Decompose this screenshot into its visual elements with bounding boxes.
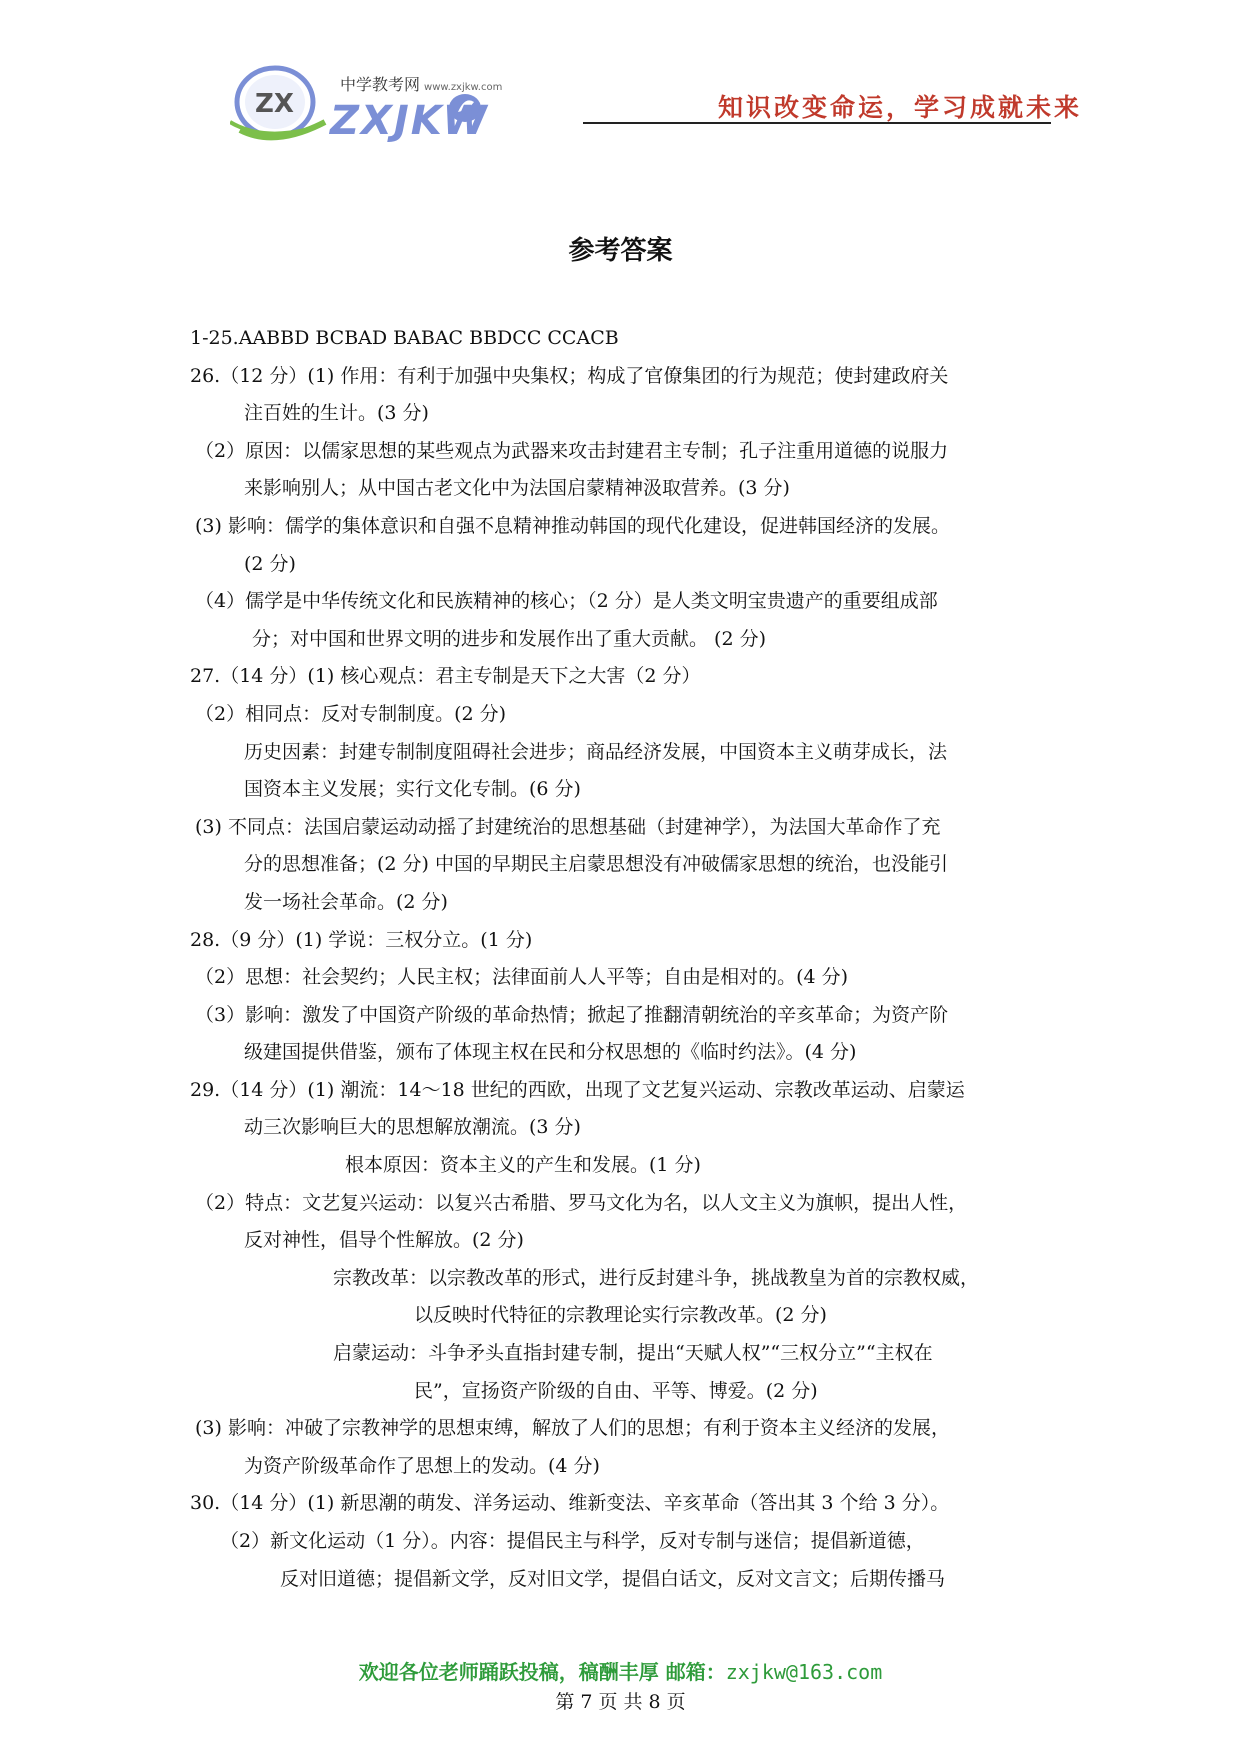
answer-line: (3) 影响：冲破了宗教神学的思想束缚，解放了人们的思想；有利于资本主义经济的发展， <box>195 1417 950 1440</box>
answer-line: 历史因素：封建专制制度阻碍社会进步；商品经济发展，中国资本主义萌芽成长，法 <box>244 740 948 763</box>
answer-line: 1-25.AABBD BCBAD BABAC BBDCC CCACB <box>190 327 619 349</box>
answer-line: （4）儒学是中华传统文化和民族精神的核心；（2 分）是人类文明宝贵遗产的重要组成部 <box>195 590 938 613</box>
site-url[interactable]: www.zxjkw.com <box>424 82 503 93</box>
answer-line: 注百姓的生计。(3 分) <box>244 402 429 425</box>
answer-line: （2）思想：社会契约；人民主权；法律面前人人平等；自由是相对的。(4 分) <box>195 966 849 989</box>
answer-line: 启蒙运动：斗争矛头直指封建专制，提出“天赋人权”“三权分立”“主权在 <box>333 1342 933 1365</box>
answer-line: （2）特点：文艺复兴运动：以复兴古希腊、罗马文化为名，以人文主义为旗帜，提出人性， <box>195 1191 968 1214</box>
answer-line: 以反映时代特征的宗教理论实行宗教改革。(2 分) <box>414 1304 827 1327</box>
answer-line: 分；对中国和世界文明的进步和发展作出了重大贡献。 (2 分) <box>252 627 766 650</box>
answer-line: 国资本主义发展；实行文化专制。(6 分) <box>244 778 581 801</box>
footer-email[interactable]: zxjkw@163.com <box>725 1660 883 1684</box>
svg-text:ZX: ZX <box>255 89 294 119</box>
answer-line: （2）相同点：反对专制制度。(2 分) <box>195 702 507 725</box>
answer-line: 反对神性，倡导个性解放。(2 分) <box>244 1229 524 1252</box>
header-divider <box>583 122 1051 124</box>
answer-line: 分的思想准备；(2 分) 中国的早期民主启蒙思想没有冲破儒家思想的统治，也没能引 <box>244 853 948 876</box>
page-title: 参考答案 <box>568 236 673 266</box>
answer-line: 动三次影响巨大的思想解放潮流。(3 分) <box>244 1116 581 1139</box>
answer-line: 民”，宣扬资产阶级的自由、平等、博爱。(2 分) <box>414 1379 818 1402</box>
answer-line: 26.（12 分）(1) 作用：有利于加强中央集权；构成了官僚集团的行为规范；使封建政府关 <box>190 364 949 387</box>
site-name <box>340 72 502 95</box>
footer-contribute <box>0 1656 1241 1685</box>
answer-line: 27.（14 分）(1) 核心观点：君主专制是天下之大害（2 分） <box>190 665 701 688</box>
answer-line: 级建国提供借鉴，颁布了体现主权在民和分权思想的《临时约法》。(4 分) <box>244 1041 857 1064</box>
answer-line: 30.（14 分）(1) 新思潮的萌发、洋务运动、维新变法、辛亥革命（答出其 3 个给 3 分）。 <box>190 1492 950 1515</box>
site-logo-text: ZXJKW <box>330 98 489 144</box>
answer-line: (2 分) <box>244 552 296 575</box>
answer-line: 为资产阶级革命作了思想上的发动。(4 分) <box>244 1454 600 1477</box>
answer-line: 29.（14 分）(1) 潮流：14～18 世纪的西欧，出现了文艺复兴运动、宗教改革运动、启蒙运 <box>190 1078 965 1101</box>
answer-content <box>190 320 1060 1598</box>
answer-line: 反对旧道德；提倡新文学，反对旧文学，提倡白话文，反对文言文；后期传播马 <box>280 1567 946 1590</box>
answer-line: （2）新文化运动（1 分）。内容：提倡民主与科学，反对专制与迷信；提倡新道德， <box>220 1530 925 1552</box>
answer-line: (3) 影响：儒学的集体意识和自强不息精神推动韩国的现代化建设，促进韩国经济的发展。 <box>195 514 950 537</box>
answer-line: 发一场社会革命。(2 分) <box>244 890 448 913</box>
footer-contribute-text: 欢迎各位老师踊跃投稿，稿酬丰厚 邮箱： <box>358 1660 726 1684</box>
answer-line: 根本原因：资本主义的产生和发展。(1 分) <box>345 1154 701 1177</box>
slogan: 知识改变命运，学习成就未来 <box>718 93 1083 122</box>
answer-line: 28.（9 分）(1) 学说：三权分立。(1 分) <box>190 928 533 951</box>
answer-line: （2）原因：以儒家思想的某些观点为武器来攻击封建君主专制；孔子注重用道德的说服力 <box>195 439 949 462</box>
answer-line: （3）影响：激发了中国资产阶级的革命热情；掀起了推翻清朝统治的辛亥革命；为资产阶 <box>195 1003 949 1026</box>
site-name-cn: 中学教考网 <box>340 75 421 94</box>
answer-line: 宗教改革：以宗教改革的形式，进行反封建斗争，挑战教皇为首的宗教权威， <box>333 1266 980 1289</box>
answer-line: (3) 不同点：法国启蒙运动动摇了封建统治的思想基础（封建神学），为法国大革命作了充 <box>195 815 941 838</box>
page-number: 第 7 页 共 8 页 <box>555 1691 686 1713</box>
answer-line: 来影响别人；从中国古老文化中为法国启蒙精神汲取营养。(3 分) <box>244 477 790 500</box>
